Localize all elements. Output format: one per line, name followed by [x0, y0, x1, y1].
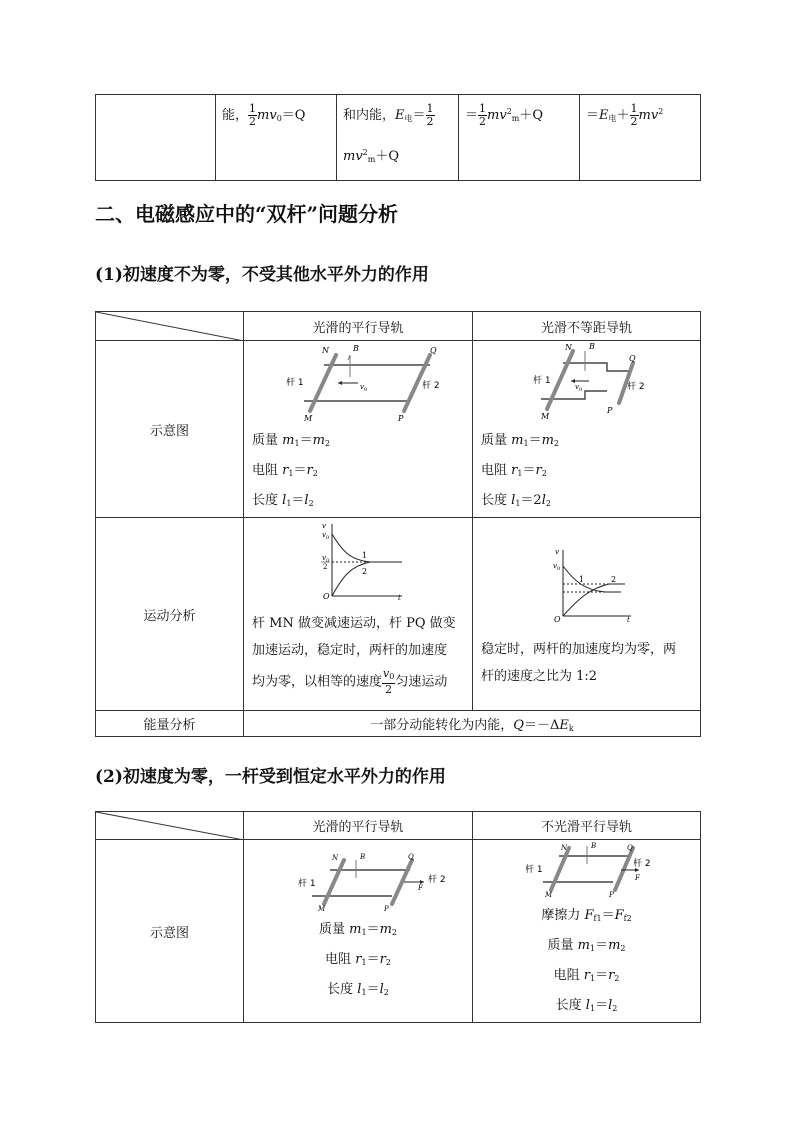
header-smooth-parallel: 光滑的平行导轨 [244, 812, 473, 840]
label-N: N [332, 854, 339, 862]
part1-table [95, 311, 701, 737]
label-P: P [607, 406, 613, 415]
top-cell-1: 能， $\frac{1}{2}$ $mv_0=Q$ [216, 95, 337, 181]
top-cell-2: 和内能，$E_电=$ $\frac{1}{2}$ $mv^2_m+Q$ [337, 95, 459, 181]
curve-label-1: 1 [362, 551, 368, 560]
label-N: N [561, 844, 568, 852]
condition-row: 长度 $l_1=l_2$ [252, 493, 314, 508]
graph-axis-v: v [555, 548, 559, 556]
row-label-diagram: 示意图 [96, 341, 244, 518]
header-smooth-parallel: 光滑的平行导轨 [244, 312, 473, 341]
diagonal-line [96, 312, 244, 341]
top-cell-3: ＝ $\frac{1}{2}$ $mv^2_m+Q$ [459, 95, 580, 181]
label-rod1: 杆 1 [525, 865, 543, 875]
fraction: $\frac{1}{2}$ [249, 102, 257, 128]
svg-text:0: 0 [326, 558, 330, 564]
label-rod2: 杆 2 [633, 859, 651, 869]
label-rod1: 杆 1 [533, 376, 551, 386]
top-cell-4: $=E_电+$ $\frac{1}{2}$ $mv^2$ [580, 95, 701, 181]
label-rod1: 杆 1 [286, 378, 304, 388]
label-rod2: 杆 2 [422, 381, 440, 391]
curve-label-2: 2 [611, 575, 617, 584]
label-v0: v [360, 383, 364, 391]
label-P: P [609, 891, 614, 898]
fraction: $\frac{1}{2}$ [630, 102, 638, 128]
velocity-graph-parallel [252, 520, 464, 606]
svg-text:0: 0 [579, 387, 583, 393]
label-B: B [360, 853, 366, 861]
label-N: N [322, 346, 329, 355]
curve-label-2: 2 [362, 567, 368, 576]
label-rod2: 杆 2 [627, 382, 645, 392]
condition-row: 长度 $l_1=l_2$ [327, 982, 389, 997]
top-table [95, 94, 701, 181]
rail-diagram-force-smooth [252, 852, 464, 916]
header-smooth-unequal: 光滑不等距导轨 [473, 312, 701, 341]
label-M: M [304, 414, 313, 423]
graph-v0: v [553, 562, 557, 570]
part2-title: (2)初速度为零，一杆受到恒定水平外力的作用 [95, 767, 446, 787]
graph-v0: v [322, 531, 326, 539]
svg-text:2: 2 [323, 563, 328, 571]
condition-row: 摩擦力 $F_{f1}=F_{f2}$ [541, 908, 632, 923]
curve-label-1: 1 [579, 575, 585, 584]
conditions-list [252, 916, 464, 1006]
section-title: 二、电磁感应中的“双杆”问题分析 [95, 202, 399, 226]
diagonal-line [96, 812, 244, 840]
graph-axis-t: t [627, 616, 630, 624]
condition-row: 长度 $l_1=l_2$ [555, 998, 618, 1013]
label-rod1: 杆 1 [298, 879, 316, 889]
row-label-diagram: 示意图 [96, 840, 244, 1023]
label-M: M [545, 891, 553, 898]
label-P: P [398, 414, 404, 423]
diagonal-header-cell [96, 312, 244, 341]
graph-origin: O [323, 592, 330, 601]
p1-left-diagram-cell [244, 341, 473, 518]
part2-table [95, 811, 701, 1023]
label-B: B [353, 344, 359, 353]
label-Q: Q [629, 354, 636, 363]
motion-analysis-text: 杆 MN 做变减速运动，杆 PQ 做变 加速运动，稳定时，两杆的加速度 均为零，以相等的速度 $\frac{v_0}{2}$ 匀速运动 [252, 616, 456, 696]
fraction: $\frac{1}{2}$ [426, 102, 434, 128]
condition-row: 质量 $m_1=m_2$ [252, 433, 330, 448]
graph-origin: O [554, 615, 561, 624]
svg-text:0: 0 [364, 387, 368, 393]
label-M: M [318, 905, 326, 912]
rail-diagram-force-rough [481, 842, 692, 902]
condition-row: 质量 $m_1=m_2$ [481, 433, 559, 448]
svg-text:0: 0 [326, 535, 330, 541]
row-label-motion: 运动分析 [96, 518, 244, 711]
label-Q: Q [430, 346, 437, 355]
label-B: B [591, 842, 597, 850]
fraction: $\frac{1}{2}$ [479, 102, 487, 128]
part1-title: (1)初速度不为零，不受其他水平外力的作用 [95, 265, 429, 285]
condition-row: 电阻 $r_1=r_2$ [252, 463, 318, 478]
p1-left-motion-cell [244, 518, 473, 711]
condition-row: 电阻 $r_1=r_2$ [481, 463, 547, 478]
conditions-list [481, 902, 692, 1022]
row-label-energy: 能量分析 [96, 711, 244, 737]
conditions-list [481, 427, 692, 517]
rail-diagram-parallel [252, 341, 464, 423]
label-M: M [541, 412, 550, 421]
label-F: F [418, 884, 423, 892]
p1-right-diagram-cell [473, 341, 701, 518]
graph-axis-v: v [322, 522, 326, 530]
label-P: P [384, 905, 389, 912]
velocity-graph-unequal [481, 546, 692, 632]
fraction: $\frac{v_0}{2}$ [383, 667, 395, 696]
label-B: B [589, 342, 595, 351]
p1-right-motion-cell [473, 518, 701, 711]
energy-analysis-text: 一部分动能转化为内能，$Q=-\Delta E_k$ [244, 711, 701, 737]
header-rough-parallel: 不光滑平行导轨 [473, 812, 701, 840]
condition-row: 电阻 $r_1=r_2$ [325, 952, 391, 967]
rail-diagram-unequal [481, 341, 692, 423]
diagonal-header-cell [96, 812, 244, 840]
label-v0: v [575, 383, 579, 391]
condition-row: 质量 $m_1=m_2$ [319, 922, 397, 937]
motion-analysis-text: 稳定时，两杆的加速度均为零，两 杆的速度之比为 1:2 [481, 642, 677, 684]
graph-half-v0: v [322, 554, 326, 562]
label-F: F [635, 874, 640, 882]
p2-right-diagram-cell [473, 840, 701, 1023]
condition-row: 质量 $m_1=m_2$ [547, 938, 626, 953]
conditions-list [252, 427, 464, 517]
p2-left-diagram-cell [244, 840, 473, 1023]
condition-row: 长度 $l_1=2l_2$ [481, 493, 551, 508]
label-rod2: 杆 2 [428, 875, 446, 885]
graph-axis-t: t [398, 594, 401, 602]
top-cell-empty [96, 95, 216, 181]
svg-text:0: 0 [557, 566, 561, 572]
label-N: N [565, 343, 572, 352]
label-Q: Q [627, 844, 633, 852]
condition-row: 电阻 $r_1=r_2$ [553, 968, 620, 983]
label-Q: Q [408, 853, 414, 861]
